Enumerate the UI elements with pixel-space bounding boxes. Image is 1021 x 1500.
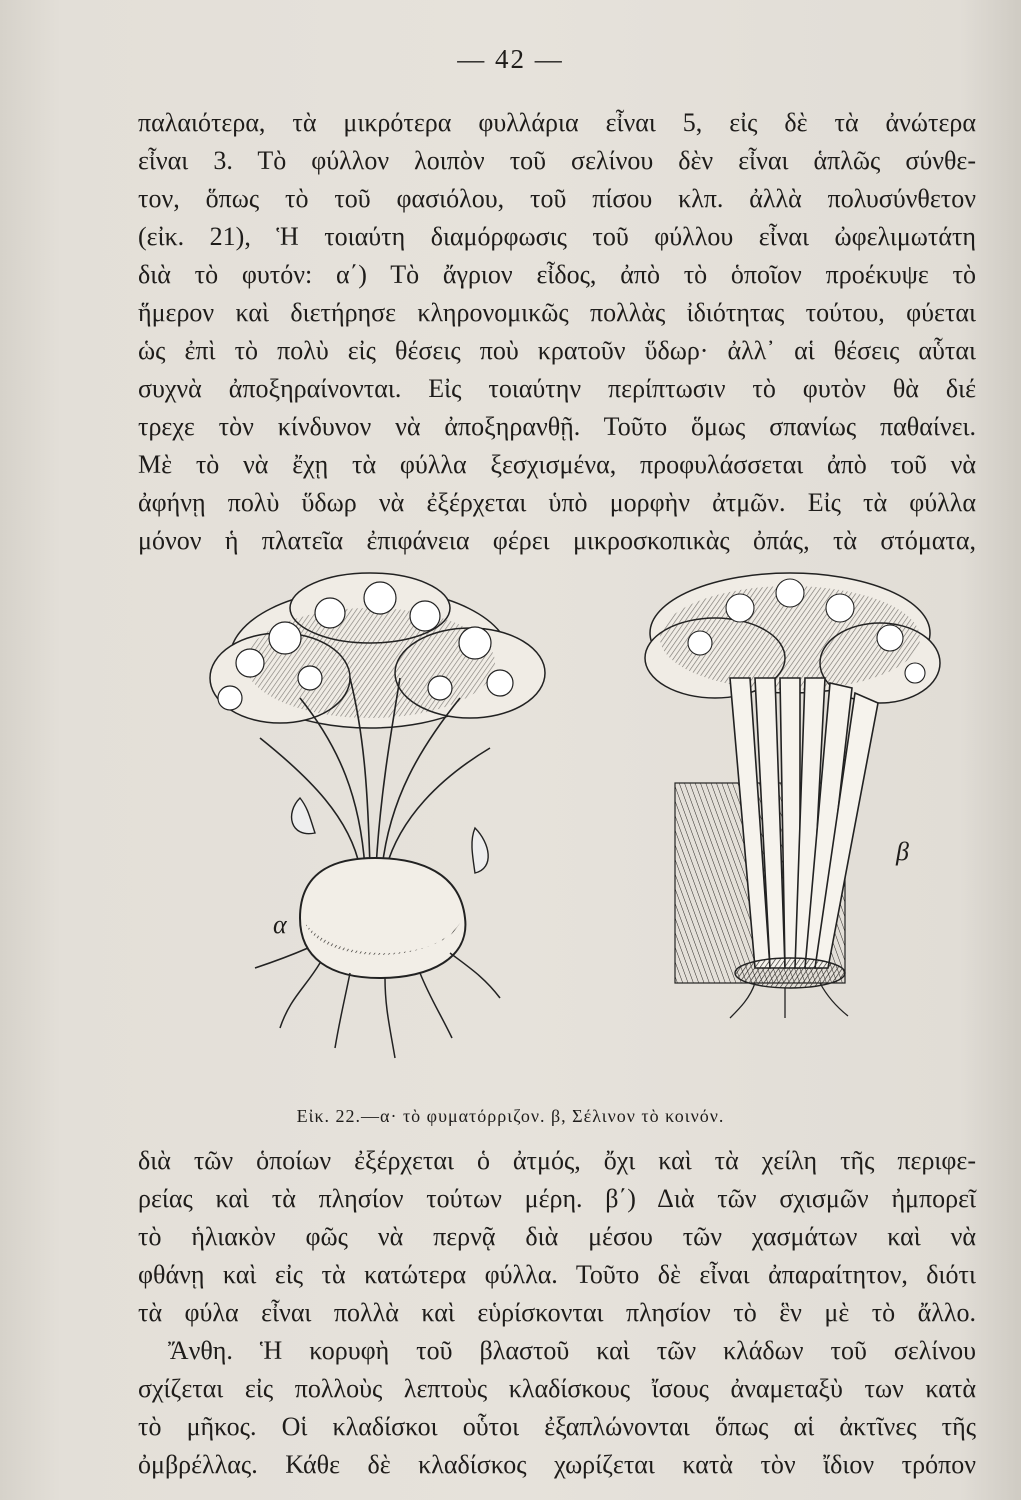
text-line: τὰ φύλα εἶναι πολλὰ καὶ εὑρίσκονται πλησίον τὸ ἓν μὲ τὸ ἄλλο. (138, 1298, 976, 1327)
text-line: σχίζεται εἰς πολλοὺς λεπτοὺς κλαδίσκους ἴσους ἀναμεταξὺ των κατὰ (138, 1374, 976, 1403)
text-line: φθάνῃ καὶ εἰς τὰ κατώτερα φύλλα. Τοῦτο δὲ εἶναι ἀπαραίτητον, διότι (138, 1260, 976, 1289)
text-line: τὸ μῆκος. Οἱ κλαδίσκοι οὗτοι ἐξαπλώνονται ὅπως αἱ ἀκτῖνες τῆς (138, 1412, 976, 1441)
text-line: ὀμβρέλλας. Κάθε δὲ κλαδίσκος χωρίζεται κατὰ τὸν ἴδιον τρόπον (138, 1450, 976, 1479)
top-paragraph (138, 104, 976, 560)
page-number: — 42 — (457, 44, 564, 74)
text-line: τρεχε τὸν κίνδυνον νὰ ἀποξηρανθῇ. Τοῦτο ὅμως σπανίως παθαίνει. (138, 412, 976, 441)
figure-label-a: α (273, 910, 287, 939)
text-line: ὡς ἐπὶ τὸ πολὺ εἰς θέσεις ποὺ κρατοῦν ὕδωρ· ἀλλ᾽ αἱ θέσεις αὗται (138, 336, 976, 365)
celery-engraving-figure (190, 568, 970, 1088)
text-line: παλαιότερα, τὰ μικρότερα φυλλάρια εἶναι 5, εἰς δὲ τὰ ἀνώτερα (138, 108, 976, 137)
text-line: Ἄνθη. Ἡ κορυφὴ τοῦ βλαστοῦ καὶ τῶν κλάδων τοῦ σελίνου (168, 1336, 976, 1365)
figure-caption: Εἰκ. 22.—α· τὸ φυματόρριζον. β, Σέλινον τὸ κοινόν. (296, 1106, 725, 1126)
text-line: ἀφήνῃ πολὺ ὕδωρ νὰ ἐξέρχεται ὑπὸ μορφὴν ἀτμῶν. Εἰς τὰ φύλλα (138, 488, 976, 517)
bottom-paragraph (138, 1142, 976, 1484)
celery-stalk-drawing (645, 573, 940, 1018)
text-line: μόνον ἡ πλατεῖα ἐπιφάνεια φέρει μικροσκοπικὰς ὀπάς, τὰ στόματα, (138, 526, 976, 555)
celery-illustration (190, 568, 970, 1088)
text-line: συχνὰ ἀποξηραίνονται. Εἰς τοιαύτην περίπτωσιν τὸ φυτὸν θὰ διέ (138, 374, 976, 403)
text-line: Μὲ τὸ νὰ ἔχῃ τὰ φύλλα ξεσχισμένα, προφυλάσσεται ἀπὸ τοῦ νὰ (138, 450, 976, 479)
figure-label-b: β (896, 837, 909, 866)
text-line: τὸ ἡλιακὸν φῶς νὰ περνᾷ διὰ μέσου τῶν χασμάτων καὶ νὰ (138, 1222, 976, 1251)
celeriac-drawing (210, 573, 545, 1058)
text-line: τον, ὅπως τὸ τοῦ φασιόλου, τοῦ πίσου κλπ. ἀλλὰ πολυσύνθετον (138, 184, 976, 213)
text-line: (εἰκ. 21), Ἡ τοιαύτη διαμόρφωσις τοῦ φύλλου εἶναι ὠφελιμωτάτη (138, 222, 976, 251)
text-line: διὰ τὸ φυτόν: α΄) Τὸ ἄγριον εἶδος, ἀπὸ τὸ ὁποῖον προέκυψε τὸ (138, 260, 976, 289)
text-line: ἥμερον καὶ διετήρησε κληρονομικῶς πολλὰς ἰδιότητας τούτου, φύεται (138, 298, 976, 327)
text-line: διὰ τῶν ὁποίων ἐξέρχεται ὁ ἀτμός, ὄχι καὶ τὰ χείλη τῆς περιφε- (138, 1146, 976, 1175)
text-line: εἶναι 3. Τὸ φύλλον λοιπὸν τοῦ σελίνου δὲν εἶναι ἁπλῶς σύνθε- (138, 146, 976, 175)
text-line: ρείας καὶ τὰ πλησίον τούτων μέρη. β΄) Διὰ τῶν σχισμῶν ἠμπορεῖ (138, 1184, 976, 1213)
